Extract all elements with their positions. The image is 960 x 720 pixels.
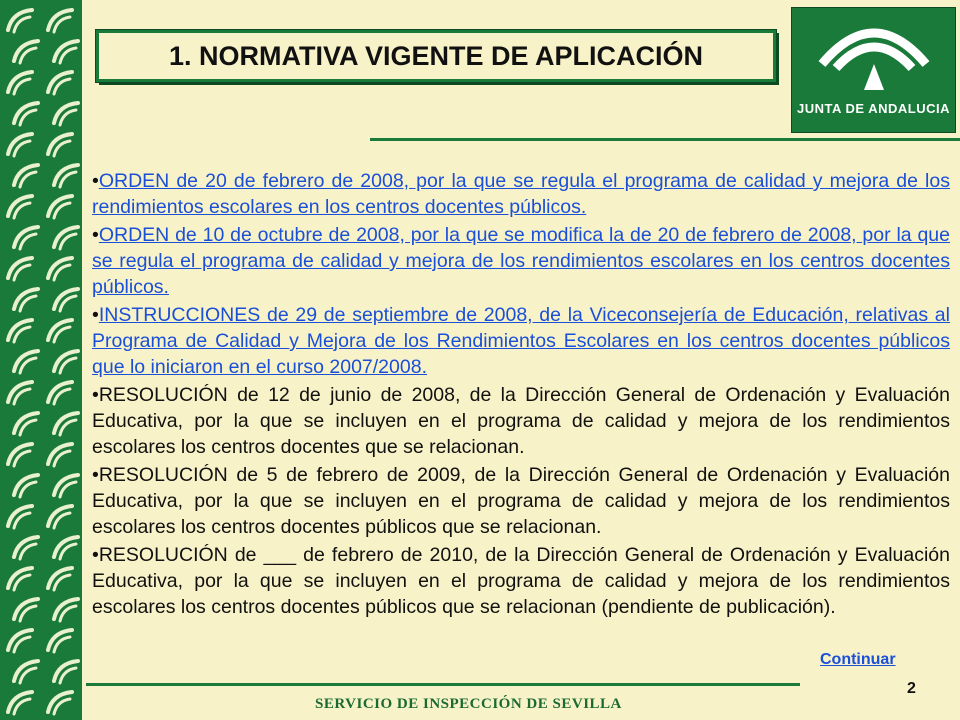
leaf-icon	[14, 599, 38, 621]
leaf-icon	[48, 320, 72, 342]
leaf-icon	[48, 506, 72, 528]
list-item	[92, 462, 950, 540]
leaf-icon	[54, 537, 78, 559]
regulation-text: RESOLUCIÓN de 12 de junio de 2008, de la Dirección General de Ordenación y Evaluación Educativa, por la que se incluyen en el programa de calidad y mejora de los rendimientos escolares los centros docentes que se relacionan.	[92, 384, 950, 458]
decorative-side-band	[0, 0, 82, 720]
leaf-icon	[54, 413, 78, 435]
leaf-icon	[48, 196, 72, 218]
bullet: •	[92, 544, 99, 566]
leaf-icon	[54, 103, 78, 125]
logo-text: JUNTA DE ANDALUCIA	[797, 101, 950, 116]
leaf-icon	[48, 258, 72, 280]
leaf-icon	[48, 630, 72, 652]
leaf-icon	[8, 382, 32, 404]
leaf-icon	[48, 382, 72, 404]
regulation-text: RESOLUCIÓN de 5 de febrero de 2009, de la Dirección General de Ordenación y Evaluación Educativa, por la que se incluyen en el programa de calidad y mejora de los rendimientos escolares los centros docentes públicos que se relacionan.	[92, 464, 950, 538]
regulation-list	[92, 168, 950, 622]
bottom-divider	[86, 683, 800, 686]
leaf-icon	[14, 289, 38, 311]
leaf-icon	[8, 10, 32, 32]
leaf-icon	[54, 599, 78, 621]
page-title: 1. NORMATIVA VIGENTE DE APLICACIÓN	[168, 40, 704, 71]
regulation-link[interactable]: ORDEN de 20 de febrero de 2008, por la que se regula el programa de calidad y mejora de los rendimientos escolares en los centros docentes públicos.	[92, 170, 950, 218]
page-number: 2	[907, 680, 916, 697]
list-item	[92, 222, 950, 300]
leaf-icon	[8, 568, 32, 590]
leaf-icon	[8, 444, 32, 466]
continue-link[interactable]: Continuar	[820, 651, 896, 668]
leaf-pattern	[0, 0, 82, 720]
list-item	[92, 542, 950, 620]
leaf-icon	[14, 227, 38, 249]
leaf-icon	[14, 351, 38, 373]
leaf-icon	[14, 537, 38, 559]
leaf-icon	[48, 692, 72, 714]
leaf-icon	[48, 568, 72, 590]
leaf-icon	[8, 630, 32, 652]
leaf-icon	[8, 258, 32, 280]
leaf-icon	[54, 351, 78, 373]
list-item	[92, 302, 950, 380]
list-item	[92, 168, 950, 220]
leaf-icon	[8, 196, 32, 218]
leaf-icon	[48, 444, 72, 466]
regulation-link[interactable]: ORDEN de 10 de octubre de 2008, por la que se modifica la de 20 de febrero de 2008, por la que se regula el programa de calidad y mejora de los rendimientos escolares en los centros docentes públicos.	[92, 224, 950, 298]
leaf-icon	[14, 165, 38, 187]
leaf-icon	[54, 227, 78, 249]
title-box	[96, 30, 776, 82]
leaf-icon	[8, 692, 32, 714]
bullet: •	[92, 464, 99, 486]
regulation-text: RESOLUCIÓN de ___ de febrero de 2010, de la Dirección General de Ordenación y Evaluación Educativa, por la que se incluyen en el programa de calidad y mejora de los rendimientos escolares los centros docentes públicos que se relacionan (pendiente de publicación).	[92, 544, 950, 618]
bullet: •	[92, 304, 99, 326]
top-divider	[370, 138, 960, 141]
bullet: •	[92, 384, 99, 406]
footer-text: SERVICIO DE INSPECCIÓN DE SEVILLA	[315, 696, 622, 712]
leaf-icon	[14, 103, 38, 125]
leaf-icon	[14, 413, 38, 435]
regulation-link[interactable]: INSTRUCCIONES de 29 de septiembre de 2008, de la Viceconsejería de Educación, relativas al Programa de Calidad y Mejora de los Rendimientos Escolares en los centros docentes públicos que lo iniciaron en el curso 2007/2008.	[92, 304, 950, 378]
leaf-icon	[54, 165, 78, 187]
bullet: •	[92, 224, 99, 246]
leaf-icon	[14, 475, 38, 497]
leaf-icon	[8, 72, 32, 94]
bullet: •	[92, 170, 99, 192]
junta-de-andalucia-logo	[791, 7, 956, 133]
leaf-icon	[14, 661, 38, 683]
leaf-icon	[54, 475, 78, 497]
logo-emblem-icon	[792, 8, 955, 108]
leaf-icon	[14, 41, 38, 63]
leaf-icon	[8, 134, 32, 156]
leaf-icon	[54, 661, 78, 683]
leaf-icon	[48, 134, 72, 156]
list-item	[92, 382, 950, 460]
leaf-icon	[54, 41, 78, 63]
leaf-icon	[48, 10, 72, 32]
leaf-icon	[8, 506, 32, 528]
leaf-icon	[48, 72, 72, 94]
leaf-icon	[54, 289, 78, 311]
leaf-icon	[8, 320, 32, 342]
